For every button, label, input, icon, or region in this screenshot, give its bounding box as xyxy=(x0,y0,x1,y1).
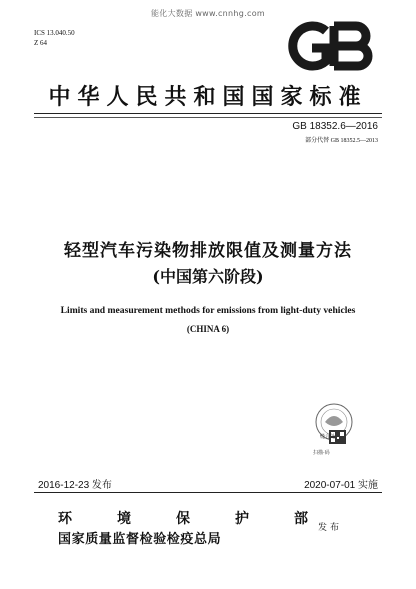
issuer-aqsiq: 国家质量监督检验检疫总局 xyxy=(58,532,222,547)
issuer-ministry xyxy=(58,508,308,528)
national-standard-title: 中华人民共和国国家标准 xyxy=(48,84,368,110)
watermark: 能化大数据 www.cnnhg.com xyxy=(151,9,265,18)
issuer-char: 护 xyxy=(235,511,249,527)
publish-date: 2016-12-23 发布 xyxy=(38,480,112,491)
ccs-code: Z 64 xyxy=(34,39,48,47)
issuer-char: 部 xyxy=(294,511,308,527)
seal-text-1: 缝合处 xyxy=(320,434,336,440)
gb-logo-icon xyxy=(282,21,376,71)
standard-number: GB 18352.6—2016 xyxy=(292,121,378,132)
top-divider-thin xyxy=(34,117,382,118)
bottom-divider xyxy=(34,492,382,493)
issued-label: 发布 xyxy=(318,523,343,533)
seal-text-2: 扫描·码 xyxy=(313,450,330,456)
top-divider xyxy=(34,113,382,114)
issuer-char: 环 xyxy=(58,511,72,527)
ics-code: ICS 13.040.50 xyxy=(34,29,75,37)
replaces-note: 部分代替 GB 18352.5—2013 xyxy=(305,138,378,144)
issuer-char: 保 xyxy=(176,511,190,527)
implement-date: 2020-07-01 实施 xyxy=(304,480,378,491)
official-seal-icon xyxy=(303,400,365,460)
english-title: Limits and measurement methods for emissions from light-duty vehicles xyxy=(60,305,356,316)
chinese-title: 轻型汽车污染物排放限值及测量方法 xyxy=(64,241,352,261)
classification-codes xyxy=(34,28,75,48)
issuer-char: 境 xyxy=(117,511,131,527)
chinese-subtitle: (中国第六阶段) xyxy=(152,267,264,286)
english-subtitle: (CHINA 6) xyxy=(186,324,230,334)
